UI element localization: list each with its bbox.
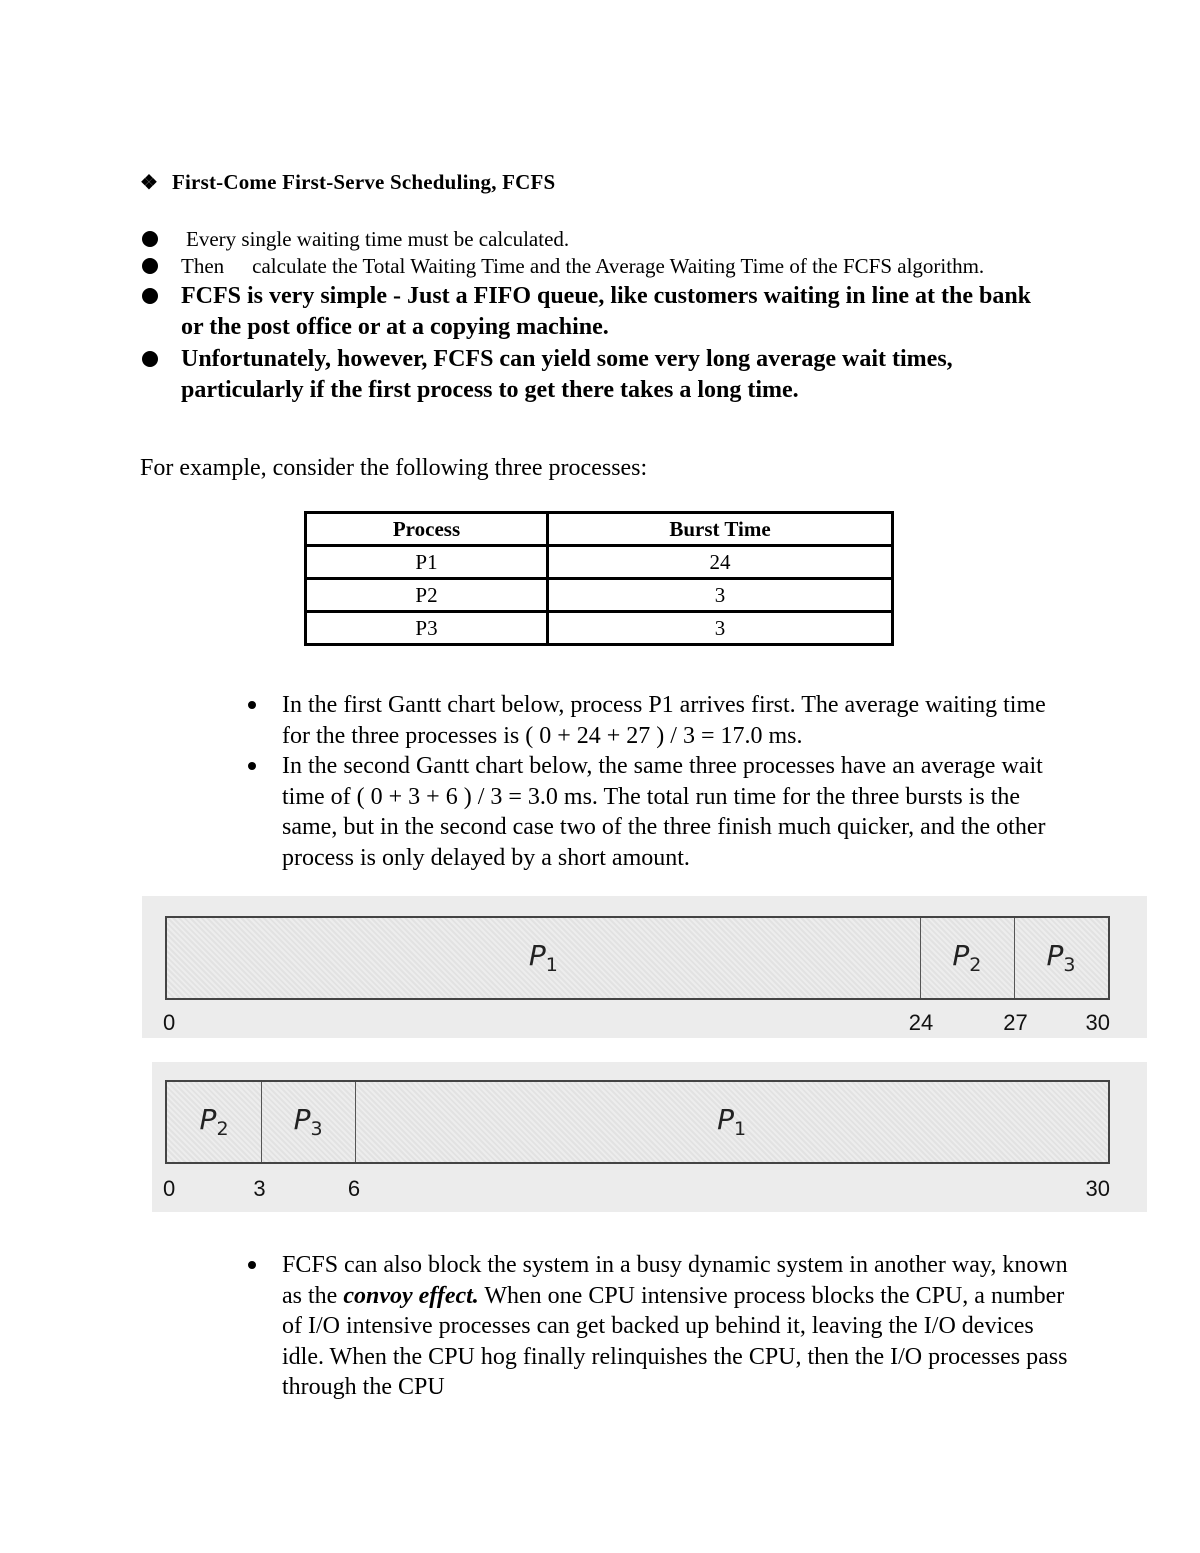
gantt-segment-label: $P_1$ [717,1102,747,1140]
bullet-text: FCFS can also block the system in a busy dynamic system in another way, known as the [282,1252,1068,1309]
list-item [140,253,1040,280]
gantt-tick-label: 6 [347,1176,361,1201]
gantt-chart-2 [165,1080,1110,1164]
table-header-burst-time: Burst Time [548,513,893,546]
gantt-segment-label: $P_1$ [528,938,558,976]
bullet-dot-icon [248,701,256,709]
table-row [306,579,893,612]
bullet-text: Unfortunately, however, FCFS can yield some very long average wait times, particularly if the first process to get there takes a long time. [181,346,953,403]
bullet-text: FCFS is very simple - Just a FIFO queue, like customers waiting in line at the bank or the post office or at a copying machine. [181,283,1032,340]
table-cell-burst: 3 [548,612,893,645]
gantt-segment-p2 [920,918,1015,998]
bullet-dot-icon [142,288,158,304]
gantt-tick-label: 30 [1085,1176,1110,1201]
list-item [244,751,1074,873]
gantt-segment-label: $P_3$ [293,1102,323,1140]
list-item [140,226,1040,253]
table-cell-burst: 3 [548,579,893,612]
table-cell-process: P3 [306,612,548,645]
example-sentence: For example, consider the following three processes: [140,455,648,481]
list-item [140,344,1040,406]
bullet-text: In the first Gantt chart below, process P1 arrives first. The average waiting time for the three processes is ( 0 + 24 + 27 ) / 3 = 17.0 ms. [282,692,1046,749]
table-row [306,612,893,645]
list-item [244,690,1074,751]
gantt-tick-label: 27 [1003,1010,1028,1035]
diamond-bullet-icon: ❖ [140,172,159,194]
gantt-segment-p1 [355,1082,1108,1162]
table-cell-process: P2 [306,579,548,612]
gantt-segment-label: $P_2$ [199,1102,229,1140]
list-item [244,1250,1074,1403]
gantt-tick-label: 3 [253,1176,266,1201]
table-cell-burst: 24 [548,546,893,579]
bullet-dot-icon [142,231,158,247]
gantt-segment-p3 [1014,918,1108,998]
table-cell-process: P1 [306,546,548,579]
convoy-effect-emphasis: convoy effect. [343,1282,479,1309]
table-header-row [306,513,893,546]
bullet-dot-icon [142,351,158,367]
process-table [304,511,894,646]
table-row [306,546,893,579]
intro-bullet-list [140,226,1040,406]
gantt-segment-label: $P_2$ [952,938,982,976]
convoy-bullet-list [244,1250,1074,1403]
bullet-dot-icon [142,258,158,274]
bullet-text: calculate the Total Waiting Time and the Average Waiting Time of the FCFS algorithm. [252,254,985,278]
gantt-chart-1 [165,916,1110,1000]
gantt-segment-p2 [167,1082,262,1162]
bullet-text: In the second Gantt chart below, the same three processes have an average wait time of ( 0 + 3 + 6 ) / 3 = 3.0 ms. The total run time for the three bursts is the same, but in the second case two of the three finish much quicker, and the other process is only delayed by a short amount. [282,753,1046,871]
gantt-segment-label: $P_3$ [1046,938,1076,976]
gantt-tick-label: 0 [163,1010,176,1035]
gantt-segment-p1 [167,918,921,998]
list-item [140,281,1040,343]
gantt-tick-label: 24 [908,1010,934,1035]
bullet-text-cont: When one CPU intensive process blocks the CPU, a number of I/O intensive processes can get backed up behind it, leaving the I/O devices idle. When the CPU hog finally relinquishes the CPU, then the I/O processes pass through the CPU [282,1282,1068,1400]
bullet-text: Every single waiting time must be calculated. [186,227,570,251]
gantt-chart-1-axis [165,1010,1110,1040]
gantt-segment-p3 [261,1082,356,1162]
heading-text: First-Come First-Serve Scheduling, FCFS [172,170,556,194]
gantt-chart-2-axis [165,1176,1110,1206]
gantt-bullet-list [244,690,1074,873]
bullet-dot-icon [248,1261,256,1269]
gantt-tick-label: 30 [1085,1010,1110,1035]
bullet-text-lead: Then [181,254,225,278]
gantt-tick-label: 0 [163,1176,176,1201]
section-heading [140,170,555,195]
table-header-process: Process [306,513,548,546]
bullet-dot-icon [248,762,256,770]
